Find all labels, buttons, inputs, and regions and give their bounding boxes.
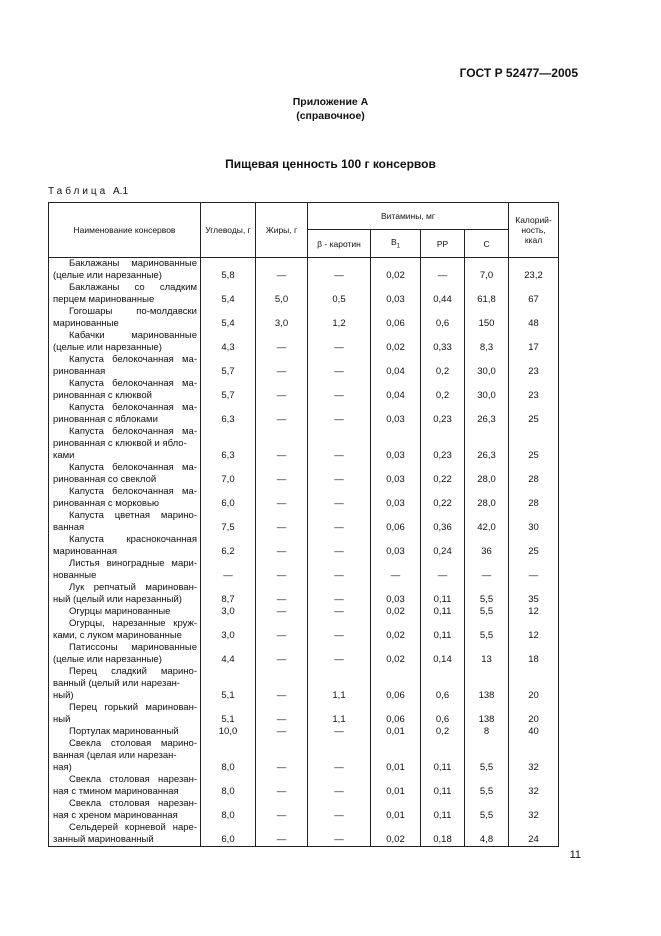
fats-cell: —: [256, 774, 308, 798]
carbs-cell: 4,3: [201, 330, 256, 354]
carbs-cell: 5,4: [201, 282, 256, 306]
product-name-line: ринованная с яблоками: [53, 414, 158, 425]
product-name-line: (целые или нарезанные): [53, 270, 162, 281]
carbs-cell: 6,2: [201, 534, 256, 558]
fats-cell: —: [256, 798, 308, 822]
beta-cell: —: [308, 774, 371, 798]
kcal-cell: 25: [509, 426, 559, 462]
kcal-cell: 23: [509, 354, 559, 378]
table-label: [48, 186, 128, 197]
c-cell: 30,0: [465, 354, 509, 378]
c-cell: 8,3: [465, 330, 509, 354]
beta-cell: —: [308, 354, 371, 378]
carbs-cell: 5,4: [201, 306, 256, 330]
c-cell: 5,5: [465, 606, 509, 618]
c-cell: 5,5: [465, 798, 509, 822]
table-row: [49, 606, 559, 618]
pp-cell: 0,2: [421, 354, 465, 378]
product-name-line: ный: [53, 714, 71, 725]
table-row: [49, 462, 559, 486]
table-row: [49, 726, 559, 738]
product-name-line: ный): [53, 690, 74, 701]
product-name-cell: [49, 402, 201, 426]
carbs-cell: 5,1: [201, 702, 256, 726]
c-cell: 5,5: [465, 618, 509, 642]
beta-cell: —: [308, 738, 371, 774]
product-name-line: Перец горький маринован-: [69, 702, 197, 713]
c-cell: 13: [465, 642, 509, 666]
beta-cell: —: [308, 330, 371, 354]
table-row: [49, 618, 559, 642]
product-name-line: Капуста белокочанная ма-: [69, 402, 197, 413]
fats-cell: —: [256, 462, 308, 486]
table-row: [49, 582, 559, 606]
product-name-line: ванная: [53, 522, 85, 533]
beta-cell: —: [308, 798, 371, 822]
fats-cell: —: [256, 486, 308, 510]
product-name-line: ками: [53, 450, 75, 461]
fats-cell: —: [256, 606, 308, 618]
beta-cell: —: [308, 510, 371, 534]
product-name-cell: [49, 582, 201, 606]
column-header-name: Наименование консервов: [49, 203, 201, 258]
column-header-fats: Жиры, г: [256, 203, 308, 258]
c-cell: 61,8: [465, 282, 509, 306]
product-name-cell: [49, 462, 201, 486]
fats-cell: —: [256, 534, 308, 558]
pp-cell: 0,23: [421, 426, 465, 462]
kcal-cell: 23: [509, 378, 559, 402]
c-cell: 138: [465, 666, 509, 702]
kcal-cell: 23,2: [509, 258, 559, 283]
b1-cell: 0,02: [371, 606, 421, 618]
appendix-subtitle: (справочное): [296, 110, 365, 122]
c-cell: 30,0: [465, 378, 509, 402]
kcal-cell: 32: [509, 774, 559, 798]
table-row: [49, 774, 559, 798]
c-cell: 7,0: [465, 258, 509, 283]
table-row: [49, 510, 559, 534]
carbs-cell: 8,0: [201, 774, 256, 798]
pp-cell: 0,11: [421, 774, 465, 798]
c-cell: 26,3: [465, 426, 509, 462]
beta-cell: —: [308, 606, 371, 618]
product-name-line: ринованная: [53, 366, 106, 377]
product-name-line: ринованная со свеклой: [53, 474, 157, 485]
kcal-cell: 32: [509, 798, 559, 822]
product-name-cell: [49, 426, 201, 462]
beta-cell: —: [308, 618, 371, 642]
fats-cell: —: [256, 330, 308, 354]
b1-cell: 0,03: [371, 534, 421, 558]
product-name-line: Капуста цветная марино-: [69, 510, 197, 521]
product-name-cell: [49, 306, 201, 330]
product-name-cell: [49, 330, 201, 354]
product-name-cell: [49, 606, 201, 618]
c-cell: 150: [465, 306, 509, 330]
product-name-line: Гогошары по-молдавски: [69, 306, 197, 317]
product-name-line: Капуста белокочанная ма-: [69, 462, 197, 473]
pp-cell: 0,11: [421, 582, 465, 606]
product-name-cell: [49, 558, 201, 582]
kcal-cell: 67: [509, 282, 559, 306]
table-row: [49, 306, 559, 330]
product-name-line: (целые или нарезанные): [53, 342, 162, 353]
carbs-cell: 5,7: [201, 354, 256, 378]
beta-cell: 1,2: [308, 306, 371, 330]
pp-cell: 0,11: [421, 798, 465, 822]
product-name-line: ринованная с морковью: [53, 498, 160, 509]
beta-cell: —: [308, 426, 371, 462]
c-cell: 5,5: [465, 582, 509, 606]
table-row: [49, 798, 559, 822]
beta-cell: 1,1: [308, 702, 371, 726]
pp-cell: 0,11: [421, 738, 465, 774]
b1-cell: 0,01: [371, 798, 421, 822]
fats-cell: —: [256, 738, 308, 774]
kcal-cell: 40: [509, 726, 559, 738]
product-name-line: Баклажаны маринованные: [69, 258, 197, 269]
carbs-cell: 7,5: [201, 510, 256, 534]
pp-cell: 0,6: [421, 306, 465, 330]
b1-letter: B: [390, 237, 397, 248]
c-cell: 4,8: [465, 822, 509, 847]
carbs-cell: 6,0: [201, 822, 256, 847]
column-header-vitamins: Витамины, мг: [308, 203, 509, 230]
beta-cell: —: [308, 486, 371, 510]
table-label-word: Таблица: [48, 186, 109, 197]
product-name-line: Листья виноградные мари-: [69, 558, 197, 569]
pp-cell: 0,24: [421, 534, 465, 558]
b1-cell: 0,06: [371, 306, 421, 330]
beta-cell: —: [308, 582, 371, 606]
column-header-kcal: Калорий-ность, ккал: [509, 203, 559, 258]
fats-cell: 5,0: [256, 282, 308, 306]
product-name-line: ная с тмином маринованная: [53, 786, 179, 797]
table-row: [49, 282, 559, 306]
fats-cell: —: [256, 378, 308, 402]
carbs-cell: 8,0: [201, 738, 256, 774]
table-row: [49, 642, 559, 666]
fats-cell: —: [256, 702, 308, 726]
b1-cell: 0,04: [371, 354, 421, 378]
product-name-line: ками, с луком маринованные: [53, 630, 182, 641]
product-name-line: перцем маринованные: [53, 294, 155, 305]
beta-cell: —: [308, 822, 371, 847]
pp-cell: 0,6: [421, 702, 465, 726]
carbs-cell: 10,0: [201, 726, 256, 738]
c-cell: 8: [465, 726, 509, 738]
product-name-line: ринованная с клюквой и ябло-: [53, 438, 187, 449]
carbs-cell: 6,3: [201, 426, 256, 462]
product-name-cell: [49, 822, 201, 847]
b1-subscript: 1: [396, 243, 400, 250]
product-name-cell: [49, 738, 201, 774]
b1-cell: 0,02: [371, 822, 421, 847]
b1-cell: 0,06: [371, 666, 421, 702]
beta-cell: —: [308, 534, 371, 558]
fats-cell: —: [256, 402, 308, 426]
pp-cell: —: [421, 258, 465, 283]
carbs-cell: 8,0: [201, 798, 256, 822]
pp-cell: 0,18: [421, 822, 465, 847]
table-row: [49, 822, 559, 847]
beta-cell: —: [308, 258, 371, 283]
b1-cell: 0,04: [371, 378, 421, 402]
column-header-pp: PP: [421, 230, 465, 258]
b1-cell: 0,06: [371, 702, 421, 726]
kcal-cell: 17: [509, 330, 559, 354]
table-row: [49, 738, 559, 774]
product-name-line: ная с хреном маринованная: [53, 810, 178, 821]
table-row: [49, 534, 559, 558]
product-name-line: Свекла столовая марино-: [69, 738, 197, 749]
appendix-heading: [0, 95, 661, 123]
b1-cell: 0,02: [371, 258, 421, 283]
carbs-cell: 3,0: [201, 618, 256, 642]
kcal-cell: 20: [509, 702, 559, 726]
c-cell: 42,0: [465, 510, 509, 534]
kcal-cell: 28: [509, 486, 559, 510]
b1-cell: 0,03: [371, 426, 421, 462]
c-cell: 36: [465, 534, 509, 558]
carbs-cell: 7,0: [201, 462, 256, 486]
table-row: [49, 354, 559, 378]
c-cell: 28,0: [465, 486, 509, 510]
product-name-line: Кабачки маринованные: [69, 330, 197, 341]
product-name-cell: [49, 798, 201, 822]
product-name-cell: [49, 282, 201, 306]
kcal-cell: 25: [509, 402, 559, 426]
carbs-cell: 5,1: [201, 666, 256, 702]
table-row: [49, 486, 559, 510]
b1-cell: 0,03: [371, 402, 421, 426]
fats-cell: —: [256, 426, 308, 462]
beta-cell: —: [308, 402, 371, 426]
carbs-cell: 5,7: [201, 378, 256, 402]
c-cell: 5,5: [465, 738, 509, 774]
b1-cell: 0,03: [371, 462, 421, 486]
table-row: [49, 558, 559, 582]
product-name-cell: [49, 702, 201, 726]
fats-cell: —: [256, 822, 308, 847]
product-name-cell: [49, 354, 201, 378]
b1-cell: 0,02: [371, 330, 421, 354]
product-name-line: Баклажаны со сладким: [69, 282, 197, 293]
c-cell: 5,5: [465, 774, 509, 798]
pp-cell: 0,14: [421, 642, 465, 666]
table-row: [49, 426, 559, 462]
b1-cell: 0,02: [371, 642, 421, 666]
product-name-line: ный (целый или нарезанный): [53, 594, 182, 605]
c-cell: 28,0: [465, 462, 509, 486]
b1-cell: 0,01: [371, 738, 421, 774]
product-name-line: Перец сладкий марино-: [69, 666, 197, 677]
column-header-b1: [371, 230, 421, 258]
pp-cell: 0,22: [421, 486, 465, 510]
pp-cell: 0,2: [421, 378, 465, 402]
product-name-line: Портулак маринованный: [69, 726, 179, 737]
b1-cell: 0,06: [371, 510, 421, 534]
carbs-cell: 4,4: [201, 642, 256, 666]
kcal-cell: 28: [509, 462, 559, 486]
table-body: [49, 258, 559, 847]
beta-cell: 0,5: [308, 282, 371, 306]
product-name-line: Лук репчатый маринован-: [69, 582, 197, 593]
product-name-cell: [49, 378, 201, 402]
fats-cell: —: [256, 618, 308, 642]
carbs-cell: 8,7: [201, 582, 256, 606]
fats-cell: —: [256, 726, 308, 738]
kcal-cell: 35: [509, 582, 559, 606]
table-label-number: А.1: [113, 186, 129, 197]
product-name-line: Капуста белокочанная ма-: [69, 426, 197, 437]
product-name-line: Огурцы маринованные: [69, 606, 171, 617]
page-number: 11: [569, 849, 581, 861]
pp-cell: —: [421, 558, 465, 582]
page-title: Пищевая ценность 100 г консервов: [225, 157, 436, 171]
table-row: [49, 402, 559, 426]
beta-cell: —: [308, 378, 371, 402]
product-name-line: Свекла столовая нарезан-: [69, 798, 197, 809]
kcal-cell: 12: [509, 618, 559, 642]
product-name-line: ванная (целая или нарезан-: [53, 750, 177, 761]
kcal-cell: 18: [509, 642, 559, 666]
product-name-line: (целые или нарезанные): [53, 654, 162, 665]
b1-cell: 0,03: [371, 486, 421, 510]
column-header-carbs: Углеводы, г: [201, 203, 256, 258]
nutrition-table: [48, 202, 559, 847]
carbs-cell: 6,3: [201, 402, 256, 426]
fats-cell: —: [256, 354, 308, 378]
carbs-cell: —: [201, 558, 256, 582]
pp-cell: 0,23: [421, 402, 465, 426]
table-row: [49, 378, 559, 402]
pp-cell: 0,22: [421, 462, 465, 486]
beta-cell: —: [308, 642, 371, 666]
product-name-cell: [49, 726, 201, 738]
carbs-cell: 6,0: [201, 486, 256, 510]
product-name-line: маринованная: [53, 546, 118, 557]
fats-cell: —: [256, 258, 308, 283]
b1-cell: 0,03: [371, 582, 421, 606]
product-name-line: Капуста белокочанная ма-: [69, 354, 197, 365]
b1-cell: 0,03: [371, 282, 421, 306]
product-name-cell: [49, 258, 201, 283]
kcal-cell: 12: [509, 606, 559, 618]
fats-cell: —: [256, 510, 308, 534]
product-name-cell: [49, 642, 201, 666]
column-header-beta-carotene: β - каротин: [308, 230, 371, 258]
product-name-line: Капуста белокочанная ма-: [69, 378, 197, 389]
table-row: [49, 702, 559, 726]
product-name-line: Свекла столовая нарезан-: [69, 774, 197, 785]
b1-cell: 0,01: [371, 774, 421, 798]
product-name-line: нованные: [53, 570, 97, 581]
product-name-line: Огурцы, нарезанные круж-: [69, 618, 197, 629]
product-name-cell: [49, 534, 201, 558]
beta-cell: —: [308, 462, 371, 486]
kcal-cell: 24: [509, 822, 559, 847]
pp-cell: 0,33: [421, 330, 465, 354]
c-cell: —: [465, 558, 509, 582]
beta-cell: —: [308, 726, 371, 738]
kcal-cell: 20: [509, 666, 559, 702]
b1-cell: 0,01: [371, 726, 421, 738]
product-name-cell: [49, 618, 201, 642]
product-name-cell: [49, 666, 201, 702]
product-name-line: маринованные: [53, 318, 119, 329]
kcal-cell: 30: [509, 510, 559, 534]
product-name-line: ванный (целый или нарезан-: [53, 678, 181, 689]
appendix-title: Приложение А: [292, 96, 369, 108]
table-row: [49, 258, 559, 283]
c-cell: 138: [465, 702, 509, 726]
pp-cell: 0,44: [421, 282, 465, 306]
c-cell: 26,3: [465, 402, 509, 426]
kcal-cell: 48: [509, 306, 559, 330]
product-name-line: ринованная с клюквой: [53, 390, 152, 401]
table-row: [49, 330, 559, 354]
pp-cell: 0,6: [421, 666, 465, 702]
pp-cell: 0,2: [421, 726, 465, 738]
pp-cell: 0,36: [421, 510, 465, 534]
kcal-cell: 32: [509, 738, 559, 774]
fats-cell: —: [256, 666, 308, 702]
kcal-cell: 25: [509, 534, 559, 558]
product-name-line: Капуста белокочанная ма-: [69, 486, 197, 497]
b1-cell: —: [371, 558, 421, 582]
product-name-cell: [49, 486, 201, 510]
product-name-line: занный маринованный: [53, 834, 154, 845]
beta-cell: —: [308, 558, 371, 582]
column-header-c: C: [465, 230, 509, 258]
fats-cell: —: [256, 558, 308, 582]
product-name-line: Сельдерей корневой наре-: [69, 822, 197, 833]
table-row: [49, 666, 559, 702]
pp-cell: 0,11: [421, 618, 465, 642]
product-name-line: Капуста краснокочанная: [69, 534, 197, 545]
product-name-line: Патиссоны маринованные: [69, 642, 197, 653]
product-name-cell: [49, 510, 201, 534]
pp-cell: 0,11: [421, 606, 465, 618]
carbs-cell: 5,8: [201, 258, 256, 283]
beta-cell: 1,1: [308, 666, 371, 702]
fats-cell: —: [256, 642, 308, 666]
fats-cell: —: [256, 582, 308, 606]
standard-code: ГОСТ Р 52477—2005: [459, 66, 578, 80]
product-name-line: ная): [53, 762, 72, 773]
carbs-cell: 3,0: [201, 606, 256, 618]
fats-cell: 3,0: [256, 306, 308, 330]
kcal-cell: —: [509, 558, 559, 582]
product-name-cell: [49, 774, 201, 798]
b1-cell: 0,02: [371, 618, 421, 642]
